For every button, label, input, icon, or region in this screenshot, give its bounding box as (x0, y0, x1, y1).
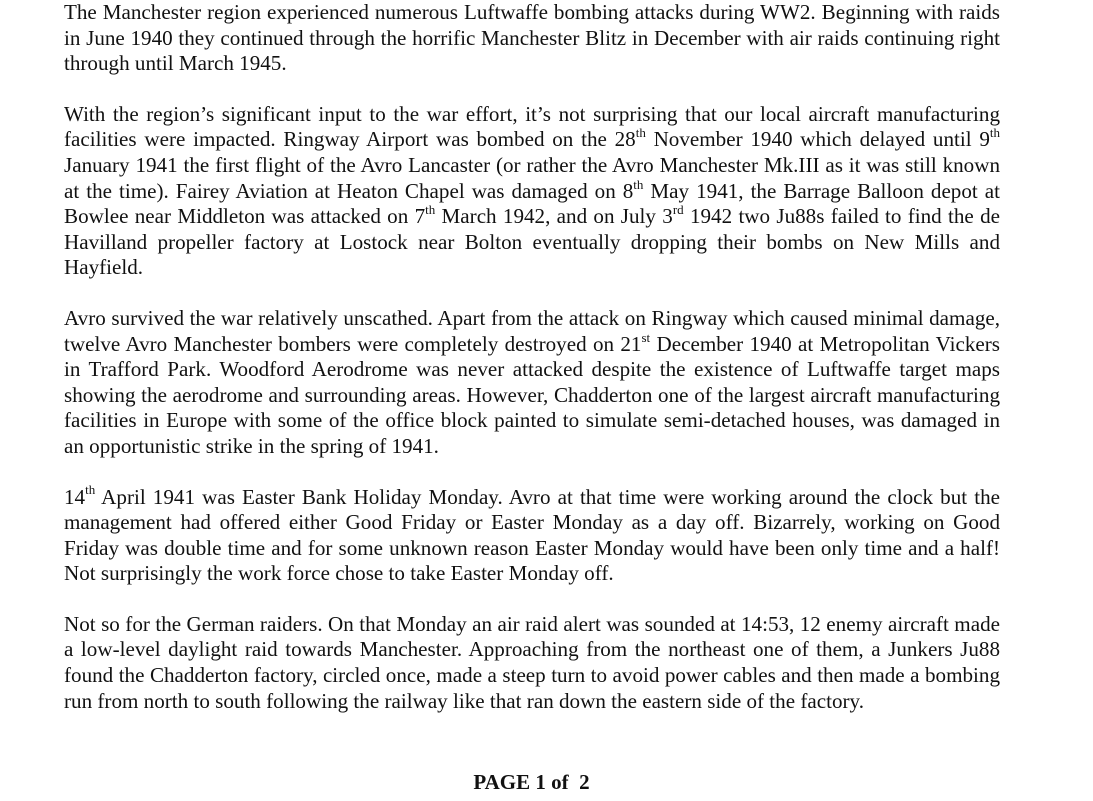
text-run: Not so for the German raiders. On that Monday an air raid alert was sounded at 14:53, 12 enemy aircraft made a low-level daylight raid towards Manchester. Approaching from the northeast one of them, a Junkers Ju88 found the Chadderton factory, circled once, made a steep turn to avoid power cables and then made a bombing run from north to south following the railway like that ran down the eastern side of the factory. (64, 611, 1000, 713)
text-run: March 1942, and on July 3 (435, 204, 673, 229)
paragraph-3 (64, 306, 1000, 460)
page-number-footer: PAGE 1 of 2 (473, 770, 590, 794)
ordinal-suffix: th (85, 482, 96, 498)
ordinal-suffix: th (425, 202, 436, 218)
text-run: May 1941, the Barrage Balloon depot at Bowlee near Middleton was attacked on 7 (64, 178, 1000, 229)
text-run: December 1940 at Metropolitan Vickers in Trafford Park. Woodford Aerodrome was never attacked despite the existence of Luftwaffe target maps showing the aerodrome and surrounding areas. However, Chadderton one of the largest aircraft manufacturing facilities in Europe with some of the office block painted to simulate semi-detached houses, was damaged in an opportunistic strike in the spring of 1941. (64, 331, 1000, 458)
paragraph-2 (64, 102, 1000, 281)
text-run: The Manchester region experienced numerous Luftwaffe bombing attacks during WW2. Beginning with raids in June 1940 they continued through the horrific Manchester Blitz in December with air raids continuing right through until March 1945. (64, 0, 1000, 76)
document-page (64, 0, 1000, 739)
text-run: November 1940 which delayed until 9 (645, 127, 990, 152)
text-run: Avro survived the war relatively unscathed. Apart from the attack on Ringway which caused minimal damage, twelve Avro Manchester bombers were completely destroyed on 21 (64, 305, 1000, 356)
text-run: January 1941 the first flight of the Avro Lancaster (or rather the Avro Manchester Mk.III as it was still known at the time). Fairey Aviation at Heaton Chapel was damaged on 8 (64, 152, 1000, 203)
text-run: 14 (64, 484, 86, 509)
ordinal-suffix: rd (672, 202, 684, 218)
text-run: With the region’s significant input to the war effort, it’s not surprising that our local aircraft manufacturing facilities were impacted. Ringway Airport was bombed on the 28 (64, 101, 1000, 152)
ordinal-suffix: st (641, 329, 651, 345)
paragraph-1 (64, 0, 1000, 77)
paragraph-5 (64, 612, 1000, 714)
text-run: 1942 two Ju88s failed to find the de Havilland propeller factory at Lostock near Bolton eventually dropping their bombs on New Mills and Hayfield. (64, 204, 1001, 280)
ordinal-suffix: th (989, 125, 1000, 141)
text-run: April 1941 was Easter Bank Holiday Monday. Avro at that time were working around the clock but the management had offered either Good Friday or Easter Monday as a day off. Bizarrely, working on Good Friday was double time and for some unknown reason Easter Monday would have been only time and a half! Not surprisingly the work force chose to take Easter Monday off. (64, 484, 1000, 586)
ordinal-suffix: th (635, 125, 646, 141)
paragraph-4 (64, 482, 1000, 587)
ordinal-suffix: th (633, 176, 644, 192)
